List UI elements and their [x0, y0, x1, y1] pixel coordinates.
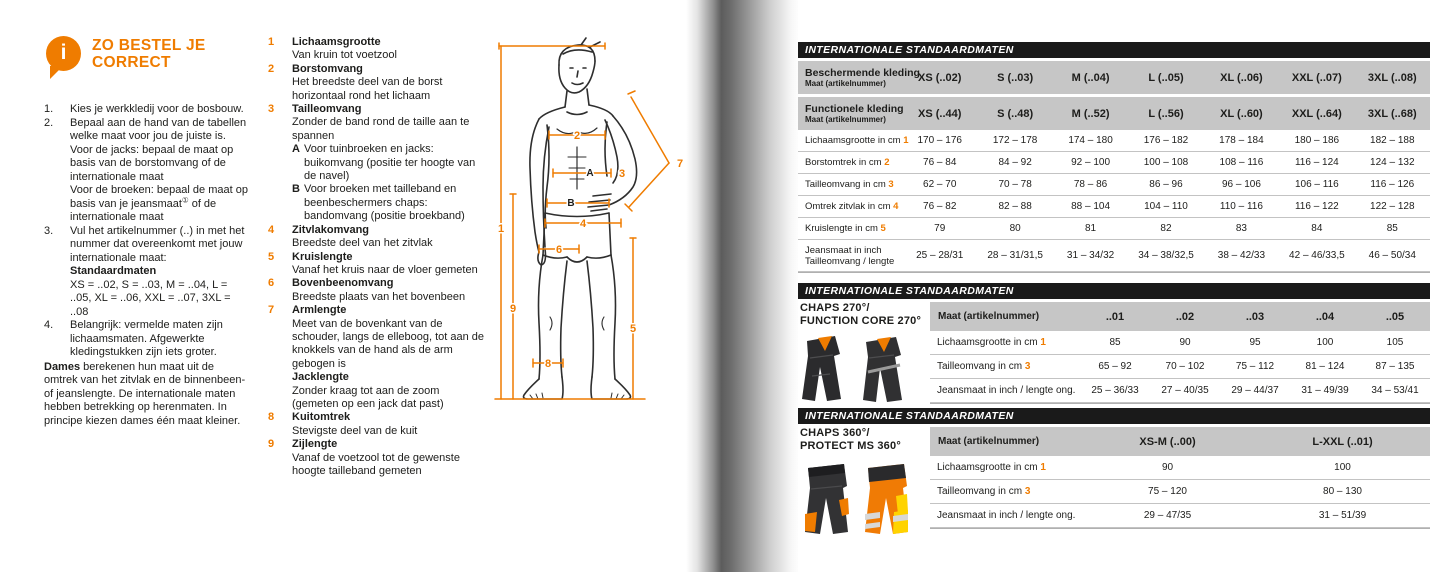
row-label: Jeansmaat in inch / lengte ong.: [937, 385, 1076, 396]
cell-value: 81: [1085, 223, 1097, 234]
column-header: M (..04): [1071, 71, 1110, 84]
header-label-main: Beschermende kleding: [805, 67, 920, 79]
row-label: Jeansmaat in inch Tailleomvang / lengte: [805, 244, 895, 267]
cell-value: 81 – 124: [1305, 361, 1345, 372]
cell-value: 70 – 102: [1165, 361, 1205, 372]
table-header-row: [930, 302, 1430, 331]
header-label-cell: Maat (artikelnummer): [938, 311, 1040, 322]
row-ref-number: 4: [893, 201, 899, 212]
measure-item: [268, 224, 487, 251]
cell-value: 178 – 184: [1219, 135, 1264, 146]
table2-grid: [930, 302, 1430, 404]
column-header: ..05: [1385, 310, 1405, 323]
cell-value: 85: [1386, 223, 1398, 234]
table-header-row: [798, 61, 1430, 94]
measure-item: [268, 63, 487, 103]
column-header: XS (..44): [918, 107, 962, 120]
product-title-line2: FUNCTION CORE 270°: [800, 314, 922, 327]
info-bubble-icon: [46, 36, 81, 71]
cell-value: 176 – 182: [1143, 135, 1189, 146]
row-ref-number: 1: [1040, 462, 1046, 473]
measure-extra-title: Jacklengte: [292, 371, 349, 384]
measure-number: 8: [268, 411, 275, 424]
table-header-row: [930, 427, 1430, 456]
cell-value: 90: [1179, 337, 1191, 348]
step-paragraph: Kies je werkkledij voor de bosbouw.: [70, 103, 244, 115]
dames-note: Dames berekenen hun maat uit de omtrek van het zitvlak en de binnenbeen- of jeanslengte. De internationale maten hebben betrekking op herenmaten. In principe kiezen dames één maat kleiner.: [44, 360, 246, 427]
table-row: [930, 379, 1430, 403]
table3-header-row: [930, 427, 1430, 456]
figure-marker-2: 2: [573, 130, 581, 142]
measure-item: [268, 411, 487, 438]
cell-value: 122 – 128: [1370, 201, 1415, 212]
row-ref-number: 3: [1024, 486, 1031, 497]
figure-marker-4: 4: [579, 218, 587, 230]
header-label-main: Functionele kleding: [805, 103, 904, 115]
cell-value: 70 – 78: [998, 179, 1032, 190]
table2-title-bar: INTERNATIONALE STANDAARDMATEN: [798, 283, 1430, 299]
cell-value: 25 – 28/31: [916, 250, 964, 261]
step-paragraph: Vul het artikelnummer (..) in met het nummer dat overeenkomt met jouw internationale maat:: [70, 224, 245, 264]
cell-value: 75 – 120: [1148, 486, 1187, 497]
cell-value: 182 – 188: [1370, 135, 1415, 146]
measure-number: 6: [268, 277, 275, 290]
step-paragraph: Standaardmaten: [70, 265, 157, 277]
row-label: Kruislengte in cm 5: [805, 223, 886, 234]
cell-value: 31 – 49/39: [1301, 385, 1349, 396]
row-ref-number: 3: [1024, 361, 1031, 372]
table-row: [798, 240, 1430, 272]
column-header: L (..56): [1148, 107, 1184, 120]
cell-value: 27 – 40/35: [1161, 385, 1209, 396]
cell-value: 95: [1249, 337, 1261, 348]
cell-value: 172 – 178: [992, 135, 1038, 146]
table1-header-rows: [798, 61, 1430, 130]
measure-text: [292, 224, 487, 251]
measure-text: [292, 277, 487, 304]
column-header: XL (..60): [1220, 107, 1263, 120]
table-row: [930, 355, 1430, 379]
table3-grid: [930, 427, 1430, 529]
column-header: XS (..02): [918, 71, 962, 84]
measure-number: 2: [268, 62, 275, 75]
header-label-sub: Maat (artikelnummer): [805, 79, 886, 88]
measure-number: 1: [268, 36, 275, 48]
body-measure-figure: [483, 16, 695, 412]
cell-value: 116 – 124: [1294, 157, 1339, 168]
cell-value: 29 – 44/37: [1231, 385, 1279, 396]
cell-value: 108 – 116: [1219, 157, 1264, 168]
measures-list: [268, 36, 487, 478]
table-row: [930, 480, 1430, 504]
measure-sub-text: Voor tuinbroeken en jacks: buikomvang (positie ter hoogte van de navel): [304, 143, 476, 183]
measure-text: [292, 63, 487, 103]
size-table-standard: [798, 42, 1430, 273]
measure-title: Tailleomvang: [292, 103, 362, 116]
step-number: 4.: [44, 319, 54, 331]
cell-value: 100: [1316, 337, 1334, 348]
cell-value: 38 – 42/33: [1217, 250, 1266, 261]
measure-title: Kruislengte: [292, 250, 353, 263]
cell-value: 105: [1386, 337, 1404, 348]
chaps-270-left-item: [802, 336, 841, 401]
cell-value: 84: [1311, 223, 1323, 234]
measure-desc: Breedste deel van het zitvlak: [292, 237, 433, 250]
measure-title: Zitvlakomvang: [292, 223, 370, 236]
step-item: [44, 225, 248, 320]
cell-value: 106 – 116: [1294, 179, 1339, 190]
row-ref-number: 3: [888, 179, 894, 190]
row-label: Borstomtrek in cm 2: [805, 157, 890, 168]
chaps-270-image: [800, 328, 920, 409]
cell-value: 29 – 47/35: [1143, 510, 1192, 521]
column-header: 3XL (..08): [1367, 71, 1417, 84]
cell-value: 110 – 116: [1219, 201, 1263, 212]
cell-value: 75 – 112: [1235, 361, 1275, 372]
header-label-sub: Maat (artikelnummer): [805, 115, 886, 124]
cell-value: 85: [1109, 337, 1121, 348]
cell-value: 31 – 34/32: [1066, 250, 1115, 261]
measure-title: Armlengte: [292, 304, 347, 317]
cell-value: 92 – 100: [1071, 157, 1111, 168]
row-ref-number: 2: [884, 157, 890, 168]
figure-marker-8: 8: [544, 358, 552, 370]
measure-item: [268, 103, 487, 224]
header-label-cell: [798, 67, 920, 88]
table3-title-bar: INTERNATIONALE STANDAARDMATEN: [798, 408, 1430, 424]
cell-value: 180 – 186: [1294, 135, 1340, 146]
column-header: ..03: [1245, 310, 1265, 323]
steps-list: [44, 103, 248, 428]
cell-value: 88 – 104: [1071, 201, 1111, 212]
measure-desc: Stevigste deel van de kuit: [292, 424, 418, 437]
cell-value: 104 – 110: [1144, 201, 1188, 212]
header-label-cell: [798, 103, 902, 124]
measure-number: 3: [268, 103, 275, 116]
cell-value: 82: [1160, 223, 1172, 234]
table-row: [798, 174, 1430, 196]
cell-value: 170 – 176: [917, 135, 962, 146]
cell-value: 46 – 50/34: [1368, 250, 1416, 261]
figure-marker-B: B: [567, 198, 575, 209]
cell-value: 76 – 84: [923, 157, 957, 168]
measure-text: [292, 251, 487, 278]
column-header: S (..03): [997, 71, 1034, 84]
cell-value: 174 – 180: [1068, 135, 1113, 146]
cell-value: 90: [1161, 462, 1174, 473]
product-title-chaps-360: [800, 427, 930, 452]
table-row: [798, 130, 1430, 152]
cell-value: 34 – 53/41: [1371, 385, 1419, 396]
step-item: [44, 103, 248, 117]
cell-value: 96 – 106: [1221, 179, 1261, 190]
table2-rows: [930, 331, 1430, 404]
figure-marker-3: 3: [618, 168, 626, 180]
measure-item: [268, 304, 487, 411]
measure-sub-key: A: [292, 143, 300, 156]
step-paragraph: Belangrijk: vermelde maten zijn lichaamsmaten. Afgewerkte kledingstukken zijn iets groter.: [70, 319, 223, 358]
cell-value: 83: [1235, 223, 1247, 234]
table1-title-bar: INTERNATIONALE STANDAARDMATEN: [798, 42, 1430, 58]
measure-sub: [292, 183, 487, 223]
cell-value: 78 – 86: [1073, 179, 1108, 190]
measure-desc: Vanaf de voetzool tot de gewenste hoogte tailleband gemeten: [292, 451, 460, 477]
measure-sub-text: Voor broeken met tailleband en beenbeschermers chaps: bandomvang (positie broekband): [304, 183, 465, 223]
measure-desc: Breedste plaats van het bovenbeen: [292, 290, 466, 303]
cell-value: 80: [1009, 223, 1021, 234]
page-title: ZO BESTEL JE CORRECT: [92, 37, 206, 71]
column-header: ..02: [1175, 310, 1195, 323]
column-header: S (..48): [997, 107, 1034, 120]
product-title-chaps-270: [800, 302, 930, 327]
measure-desc: Van kruin tot voetzool: [292, 49, 397, 62]
info-icon-glyph: i: [60, 41, 67, 64]
figure-marker-6: 6: [555, 244, 563, 256]
cell-value: 116 – 126: [1370, 179, 1415, 190]
measure-title: Kuitomtrek: [292, 411, 351, 424]
cell-value: 62 – 70: [923, 179, 957, 190]
measure-extra-desc: Zonder kraag tot aan de zoom (gemeten op een jack dat past): [292, 384, 444, 410]
measure-desc: Het breedste deel van de borst horizontaal rond het lichaam: [292, 76, 443, 102]
cell-value: 100 – 108: [1143, 157, 1189, 168]
measure-number: 4: [268, 223, 275, 236]
step-paragraph: Voor de jacks: bepaal de maat op basis van de borstomvang of de internationale maat: [70, 143, 234, 183]
cell-value: 116 – 122: [1294, 201, 1339, 212]
step-number: 3.: [44, 224, 54, 237]
measure-title: Borstomvang: [292, 62, 363, 75]
table-row: [798, 218, 1430, 240]
cell-value: 80 – 130: [1323, 486, 1362, 497]
page-fold-spine: [686, 0, 800, 572]
row-label: Tailleomvang in cm 3: [805, 179, 894, 190]
product-title-line2: PROTECT MS 360°: [800, 439, 901, 452]
column-header: L-XXL (..01): [1312, 435, 1373, 448]
measure-item: [268, 251, 487, 278]
column-header: XS-M (..00): [1139, 435, 1196, 448]
cell-value: 28 – 31/31,5: [987, 250, 1043, 261]
row-label: Lichaamsgrootte in cm 1: [805, 135, 909, 146]
table3-rows: [930, 456, 1430, 529]
row-label: Lichaamsgrootte in cm 1: [937, 337, 1046, 348]
cell-value: 84 – 92: [998, 157, 1032, 168]
figure-marker-A: A: [586, 168, 594, 179]
table-row: [930, 504, 1430, 528]
column-header: XXL (..64): [1291, 107, 1342, 120]
measure-number: 5: [268, 250, 275, 263]
step-paragraph: Bepaal aan de hand van de tabellen welke maat voor jou de juiste is.: [70, 116, 247, 142]
measure-sub-key: B: [292, 183, 300, 196]
product-title-line1: CHAPS 360°/: [800, 427, 870, 439]
step-item: [44, 319, 248, 360]
measure-item: [268, 438, 487, 478]
table-row: [930, 456, 1430, 480]
cell-value: 76 – 82: [923, 201, 957, 212]
table-row: [798, 152, 1430, 174]
measure-text: [292, 103, 487, 224]
step-item: [44, 117, 248, 225]
row-label: Jeansmaat in inch / lengte ong.: [937, 510, 1076, 521]
measure-desc: Vanaf het kruis naar de vloer gemeten: [292, 263, 478, 276]
chaps-360-dark-trouser: [805, 464, 849, 534]
table1-rows: [798, 130, 1430, 273]
chaps-270-right-item: [863, 337, 902, 402]
step-number: 1.: [44, 103, 54, 115]
column-header: XL (..06): [1220, 71, 1263, 84]
size-table-chaps-360: [798, 408, 1430, 529]
row-label: Tailleomvang in cm 3: [937, 486, 1031, 497]
step-paragraph: XS = ..02, S = ..03, M = ..04, L = ..05, XL = ..06, XXL = ..07, 3XL = ..08: [70, 278, 231, 318]
row-label: Omtrek zitvlak in cm 4: [805, 201, 899, 212]
table-row: [798, 196, 1430, 218]
cell-value: 79: [934, 223, 946, 234]
column-header: 3XL (..68): [1367, 107, 1417, 120]
table-header-row: [798, 97, 1430, 130]
cell-value: 124 – 132: [1370, 157, 1415, 168]
column-header: M (..52): [1071, 107, 1110, 120]
measure-text: [292, 36, 487, 63]
cell-value: 86 – 96: [1149, 179, 1183, 190]
measure-title: Bovenbeenomvang: [292, 277, 394, 290]
product-title-line1: CHAPS 270°/: [800, 302, 870, 314]
measure-desc: Zonder de band rond de taille aan te spannen: [292, 116, 470, 142]
page-left: [0, 0, 690, 572]
chaps-360-hivis-trouser: [865, 464, 908, 534]
figure-marker-5: 5: [629, 323, 637, 335]
step-paragraph: Voor de broeken: bepaal de maat op basis van je jeansmaat① of de internationale maat: [70, 184, 248, 223]
step-text: [70, 319, 248, 360]
measure-title: Lichaamsgrootte: [292, 36, 381, 48]
column-header: ..04: [1315, 310, 1335, 323]
measure-number: 7: [268, 304, 275, 317]
cell-value: 82 – 88: [998, 201, 1032, 212]
column-header: L (..05): [1148, 71, 1184, 84]
measure-item: [268, 36, 487, 63]
page-right: [798, 0, 1430, 572]
row-label: Tailleomvang in cm 3: [937, 361, 1031, 372]
figure-marker-9: 9: [509, 303, 517, 315]
measure-sub: [292, 143, 487, 183]
cell-value: 31 – 51/39: [1318, 510, 1367, 521]
table-row: [930, 331, 1430, 355]
row-ref-number: 1: [903, 135, 909, 146]
figure-marker-1: 1: [497, 223, 505, 235]
step-text: [70, 117, 248, 225]
step-text: [70, 103, 248, 117]
measure-item: [268, 277, 487, 304]
column-header: XXL (..07): [1291, 71, 1342, 84]
row-ref-number: 1: [1040, 337, 1046, 348]
row-ref-number: 5: [880, 223, 886, 234]
header-label-cell: Maat (artikelnummer): [938, 436, 1040, 447]
size-table-chaps-270: [798, 283, 1430, 404]
row-label: Lichaamsgrootte in cm 1: [937, 462, 1046, 473]
cell-value: 87 – 135: [1375, 361, 1415, 372]
measure-text: [292, 304, 487, 411]
measure-title: Zijlengte: [292, 438, 338, 451]
measure-number: 9: [268, 438, 275, 451]
cell-value: 25 – 36/33: [1091, 385, 1139, 396]
figure-marker-7: 7: [676, 158, 684, 170]
step-number: 2.: [44, 116, 54, 129]
measure-text: [292, 438, 487, 478]
cell-value: 34 – 38/32,5: [1138, 250, 1194, 261]
column-header: ..01: [1105, 310, 1125, 323]
step-text: [70, 225, 248, 320]
table2-header-row: [930, 302, 1430, 331]
measure-text: [292, 411, 487, 438]
cell-value: 42 – 46/33,5: [1289, 250, 1345, 261]
measure-desc: Meet van de bovenkant van de schouder, langs de elleboog, tot aan de knokkels van de hand als de arm gebogen is: [292, 317, 485, 370]
cell-value: 100: [1334, 462, 1351, 473]
chaps-360-image: [800, 452, 920, 543]
cell-value: 65 – 92: [1098, 361, 1132, 372]
